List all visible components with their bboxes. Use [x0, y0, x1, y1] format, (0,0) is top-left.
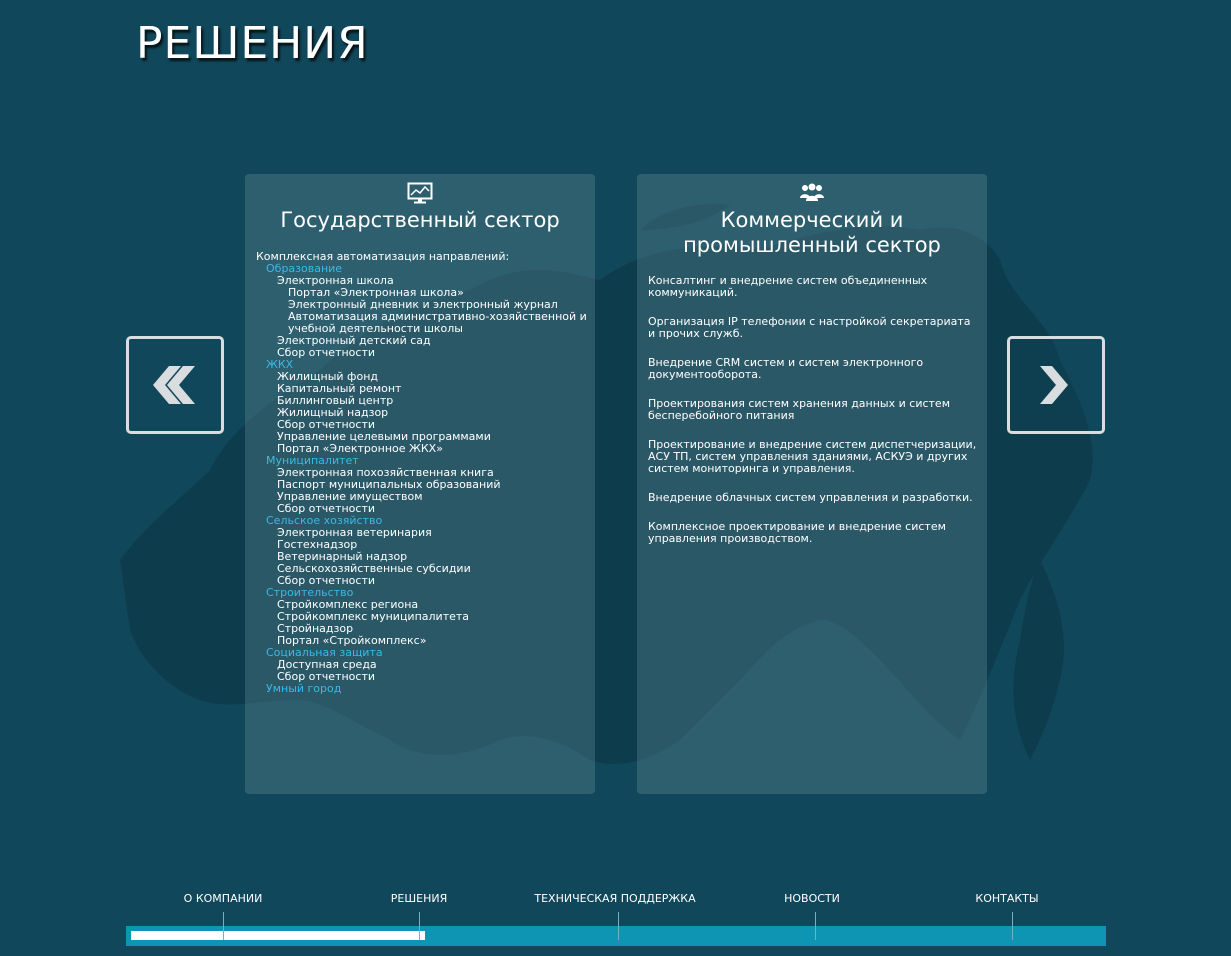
list-item: Стройкомплекс региона — [277, 598, 419, 611]
chevron-right-icon — [1010, 339, 1102, 431]
prev-slide-button[interactable] — [126, 336, 224, 434]
commercial-solutions-list — [648, 275, 978, 562]
list-item: Сбор отчетности — [277, 418, 376, 431]
category-link[interactable]: Строительство — [266, 586, 354, 599]
category-link[interactable]: Сельское хозяйство — [266, 514, 383, 527]
nav-progress-indicator — [131, 931, 425, 940]
gov-sector-panel — [245, 174, 595, 794]
list-item: Стройнадзор — [277, 622, 354, 635]
list-item: Сбор отчетности — [277, 670, 376, 683]
list-item: Гостехнадзор — [277, 538, 358, 551]
gov-solutions-list — [256, 251, 591, 695]
monitor-chart-icon — [245, 182, 595, 206]
nav-item-contacts[interactable]: КОНТАКТЫ — [975, 892, 1039, 905]
list-item: Электронная похозяйственная книга — [277, 466, 494, 479]
list-item: Паспорт муниципальных образований — [277, 478, 501, 491]
people-group-icon — [637, 182, 987, 206]
list-item: Комплексное проектирование и внедрение систем управления производством. — [648, 520, 946, 545]
list-item: Сбор отчетности — [277, 502, 376, 515]
category-link[interactable]: Муниципалитет — [266, 454, 359, 467]
list-item: Организация IP телефонии с настройкой секретариата и прочих служб. — [648, 315, 971, 340]
commercial-sector-panel — [637, 174, 987, 794]
list-item: Проектирования систем хранения данных и систем бесперебойного питания — [648, 397, 950, 422]
category-link[interactable]: ЖКХ — [266, 358, 294, 371]
list-item: Портал «Стройкомплекс» — [277, 634, 427, 647]
list-item: Сбор отчетности — [277, 574, 376, 587]
list-item: Управление целевыми программами — [277, 430, 491, 443]
nav-item-news[interactable]: НОВОСТИ — [784, 892, 840, 905]
nav-item-support[interactable]: ТЕХНИЧЕСКАЯ ПОДДЕРЖКА — [534, 892, 696, 905]
commercial-title-line1: Коммерческий и — [720, 208, 904, 232]
list-item: Электронная школа — [277, 274, 394, 287]
gov-sector-title: Государственный сектор — [280, 208, 560, 232]
nav-tick — [223, 912, 224, 940]
commercial-title-line2: промышленный сектор — [683, 233, 941, 257]
next-slide-button[interactable] — [1007, 336, 1105, 434]
list-item: Консалтинг и внедрение систем объединенных коммуникаций. — [648, 274, 928, 299]
list-item: Стройкомплекс муниципалитета — [277, 610, 470, 623]
list-item: Портал «Электронная школа» — [288, 286, 464, 299]
list-item: Внедрение CRM систем и систем электронного документооборота. — [648, 356, 924, 381]
list-item: Жилищный фонд — [277, 370, 378, 383]
list-item: Электронная ветеринария — [277, 526, 432, 539]
list-item: Доступная среда — [277, 658, 377, 671]
list-item: Автоматизация административно-хозяйственной и — [288, 310, 587, 323]
list-item: Портал «Электронное ЖКХ» — [277, 442, 443, 455]
list-item: Комплексная автоматизация направлений: — [256, 250, 510, 263]
list-item: Управление имуществом — [277, 490, 423, 503]
nav-tick — [1012, 912, 1013, 940]
nav-tick — [815, 912, 816, 940]
bottom-navigation — [126, 892, 1106, 952]
list-item: Ветеринарный надзор — [277, 550, 408, 563]
nav-item-about[interactable]: О КОМПАНИИ — [183, 892, 263, 905]
nav-item-solutions[interactable]: РЕШЕНИЯ — [390, 892, 448, 905]
list-item: Биллинговый центр — [277, 394, 394, 407]
page-title: РЕШЕНИЯ — [136, 18, 369, 69]
list-item: учебной деятельности школы — [288, 322, 463, 335]
list-item: Капитальный ремонт — [277, 382, 402, 395]
category-link[interactable]: Образование — [266, 262, 343, 275]
list-item: Внедрение облачных систем управления и разработки. — [648, 491, 973, 504]
chevron-left-icon — [129, 339, 221, 431]
nav-tick — [618, 912, 619, 940]
list-item: Проектирование и внедрение систем диспетчеризации, АСУ ТП, систем управления зданиями, АСКУЭ и других систем мониторинга и управления. — [648, 438, 977, 475]
list-item: Электронный детский сад — [277, 334, 431, 347]
category-link[interactable]: Умный город — [266, 682, 342, 695]
nav-tick — [419, 912, 420, 940]
list-item: Сбор отчетности — [277, 346, 376, 359]
category-link[interactable]: Социальная защита — [266, 646, 383, 659]
list-item: Электронный дневник и электронный журнал — [288, 298, 558, 311]
list-item: Жилищный надзор — [277, 406, 389, 419]
list-item: Сельскохозяйственные субсидии — [277, 562, 471, 575]
commercial-sector-title — [647, 208, 977, 258]
